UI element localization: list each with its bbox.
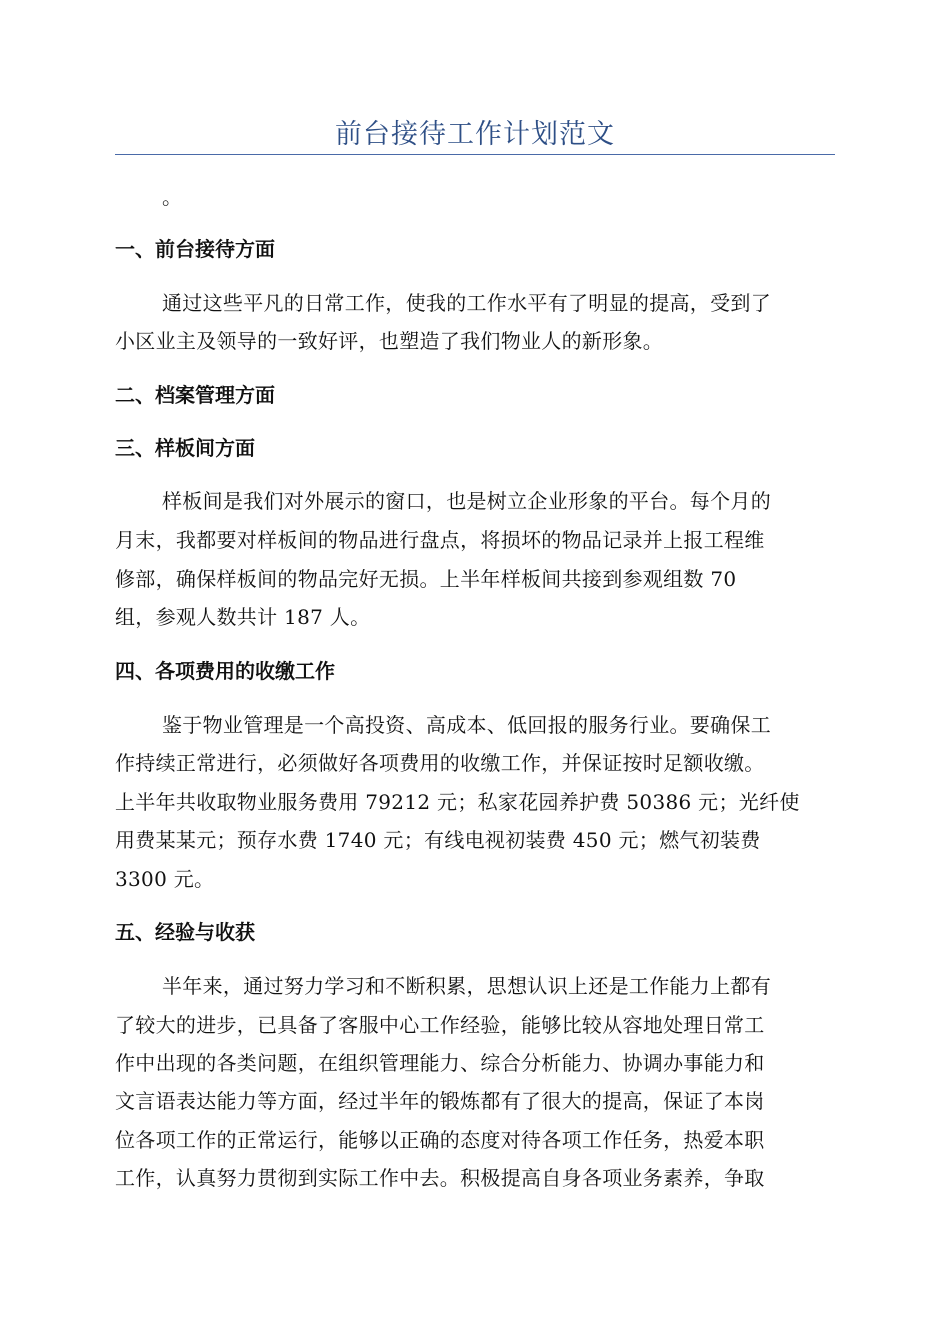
section-3-line-1: 样板间是我们对外展示的窗口，也是树立企业形象的平台。每个月的 bbox=[162, 489, 771, 513]
section-4-line-2: 作持续正常进行，必须做好各项费用的收缴工作，并保证按时足额收缴。 bbox=[115, 751, 765, 775]
section-5-line-1: 半年来，通过努力学习和不断积累，思想认识上还是工作能力上都有 bbox=[162, 974, 771, 998]
section-5-line-2: 了较大的进步，已具备了客服中心工作经验，能够比较从容地处理日常工 bbox=[115, 1013, 765, 1037]
section-4-line-1: 鉴于物业管理是一个高投资、高成本、低回报的服务行业。要确保工 bbox=[162, 713, 771, 737]
title-underline bbox=[115, 154, 835, 155]
section-3-line-2: 月末，我都要对样板间的物品进行盘点，将损坏的物品记录并上报工程维 bbox=[115, 528, 765, 552]
section-4-line-4: 用费某某元；预存水费 1740 元；有线电视初装费 450 元；燃气初装费 bbox=[115, 828, 761, 852]
lead-paragraph: 。 bbox=[162, 185, 182, 209]
section-heading-2: 二、档案管理方面 bbox=[115, 383, 275, 407]
document-title: 前台接待工作计划范文 bbox=[335, 119, 615, 150]
section-3-line-4: 组，参观人数共计 187 人。 bbox=[115, 605, 371, 629]
section-1-line-2: 小区业主及领导的一致好评，也塑造了我们物业人的新形象。 bbox=[115, 329, 664, 353]
section-1-line-1: 通过这些平凡的日常工作，使我的工作水平有了明显的提高，受到了 bbox=[162, 291, 771, 315]
section-heading-1: 一、前台接待方面 bbox=[115, 237, 275, 261]
section-5-line-3: 作中出现的各类问题，在组织管理能力、综合分析能力、协调办事能力和 bbox=[115, 1051, 765, 1075]
section-5-line-5: 位各项工作的正常运行，能够以正确的态度对待各项工作任务，热爱本职 bbox=[115, 1128, 765, 1152]
section-heading-4: 四、各项费用的收缴工作 bbox=[115, 659, 335, 683]
section-4-line-3: 上半年共收取物业服务费用 79212 元；私家花园养护费 50386 元；光纤使 bbox=[115, 790, 800, 814]
section-heading-3: 三、样板间方面 bbox=[115, 436, 255, 460]
section-heading-5: 五、经验与收获 bbox=[115, 920, 255, 944]
section-5-line-6: 工作，认真努力贯彻到实际工作中去。积极提高自身各项业务素养，争取 bbox=[115, 1166, 765, 1190]
section-4-line-5: 3300 元。 bbox=[115, 867, 215, 891]
section-3-line-3: 修部，确保样板间的物品完好无损。上半年样板间共接到参观组数 70 bbox=[115, 567, 737, 591]
section-5-line-4: 文言语表达能力等方面，经过半年的锻炼都有了很大的提高，保证了本岗 bbox=[115, 1089, 765, 1113]
